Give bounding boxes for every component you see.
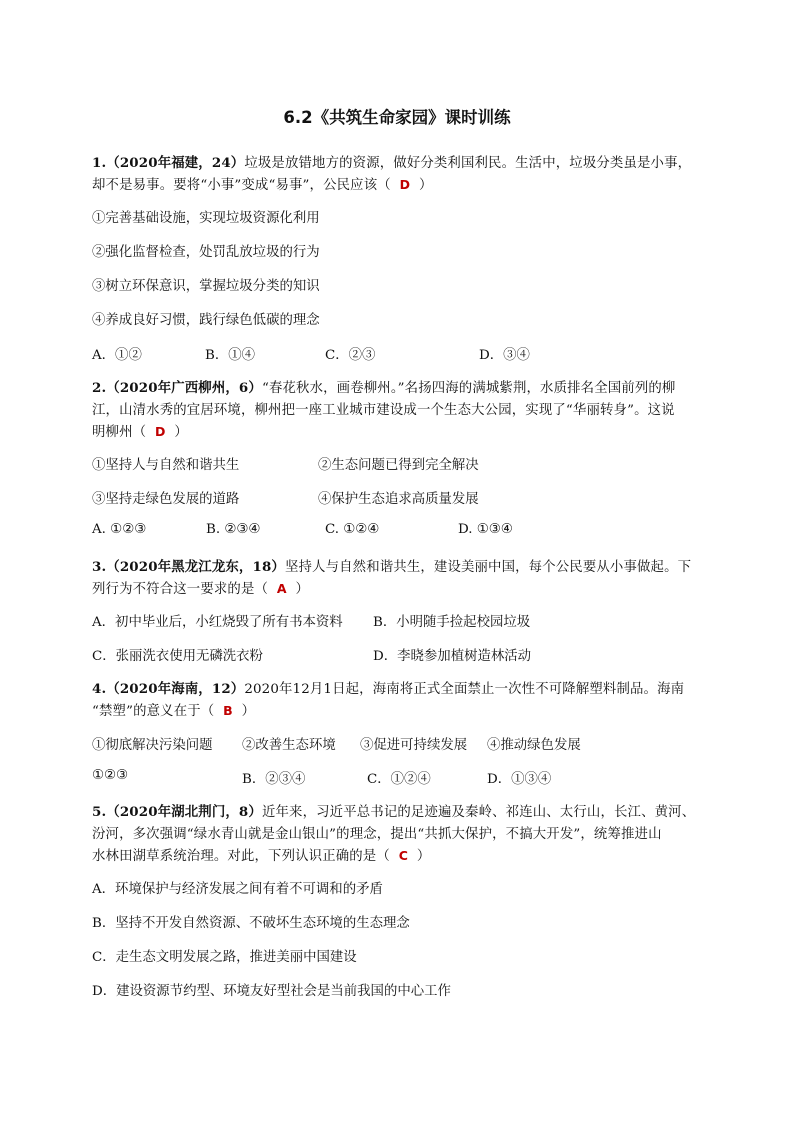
statement: ④养成良好习惯，践行绿色低碳的理念	[92, 313, 320, 328]
option-a: ①②③	[92, 768, 129, 783]
option-a: A．初中毕业后，小红烧毁了所有书本资料	[92, 615, 343, 630]
statement: ④保护生态追求高质量发展	[318, 492, 479, 507]
question-4-stem-line-1: 4.（2020年海南，12）2020年12月1日起，海南将正式全面禁止一次性不可降解塑料制品。海南	[92, 681, 685, 697]
question-2-stem-line-1: 2.（2020年广西柳州，6）“春花秋水，画卷柳州。”名扬四海的满城紫荆，水质排名全国前列的柳	[92, 380, 676, 396]
question-number: 5.	[92, 804, 107, 820]
option-a: A．①②	[92, 348, 142, 363]
option-d: D．李晓参加植树造林活动	[373, 649, 532, 664]
question-source: （2020年海南，12）	[106, 681, 245, 697]
question-number: 1.	[92, 155, 107, 171]
option-a: A．环境保护与经济发展之间有着不可调和的矛盾	[92, 882, 383, 897]
statement: ①彻底解决污染问题	[92, 738, 213, 753]
question-number: 2.	[92, 380, 107, 396]
answer-mark: A	[276, 581, 287, 596]
statement: ③树立环保意识，掌握垃圾分类的知识	[92, 279, 320, 294]
option-d: D. ①③④	[458, 522, 513, 537]
option-b: B．①④	[205, 348, 256, 363]
question-1-stem-line-2: 却不是易事。要将“小事”变成“易事”，公民应该（ D ）	[92, 177, 433, 193]
question-number: 4.	[92, 681, 107, 697]
option-d: D．③④	[479, 348, 530, 363]
statement: ②生态问题已得到完全解决	[318, 458, 479, 473]
question-source: （2020年黑龙江龙东，18）	[106, 559, 285, 575]
question-2-stem-line-3: 明柳州（ D ）	[92, 424, 188, 440]
statement: ②改善生态环境	[242, 738, 336, 753]
question-1-stem-line-1: 1.（2020年福建，24）垃圾是放错地方的资源，做好分类利国利民。生活中，垃圾分类虽是小事，	[92, 155, 692, 171]
question-number: 3.	[92, 559, 107, 575]
statement: ①坚持人与自然和谐共生	[92, 458, 240, 473]
option-c: C．①②④	[367, 772, 431, 787]
option-b: B．小明随手捡起校园垃圾	[373, 615, 531, 630]
answer-mark: B	[223, 703, 233, 718]
option-c: C．②③	[325, 348, 376, 363]
question-5-stem-line-1: 5.（2020年湖北荆门，8）近年来，习近平总书记的足迹遍及秦岭、祁连山、太行山，长江、黄河、	[92, 804, 696, 820]
option-d: D．①③④	[487, 772, 552, 787]
option-c: C. ①②④	[325, 522, 380, 537]
statement: ③坚持走绿色发展的道路	[92, 492, 240, 507]
statement: ②强化监督检查，处罚乱放垃圾的行为	[92, 245, 320, 260]
statement: ③促进可持续发展	[360, 738, 468, 753]
question-5-stem-line-3: 水林田湖草系统治理。对此，下列认识正确的是（ C ）	[92, 848, 431, 864]
question-3-stem-line-2: 列行为不符合这一要求的是（ A ）	[92, 581, 310, 597]
question-source: （2020年广西柳州，6）	[106, 380, 262, 396]
statement: ①完善基础设施，实现垃圾资源化利用	[92, 211, 320, 226]
answer-mark: D	[155, 424, 166, 439]
question-source: （2020年湖北荆门，8）	[106, 804, 262, 820]
question-2-stem-line-2: 江，山清水秀的宜居环境，柳州把一座工业城市建设成一个生态大公园，实现了“华丽转身”。这说	[92, 403, 675, 418]
question-3-stem-line-1: 3.（2020年黑龙江龙东，18）坚持人与自然和谐共生，建设美丽中国，每个公民要从小事做起。下	[92, 559, 692, 575]
question-4-stem-line-2: “禁塑”的意义在于（ B ）	[92, 703, 256, 719]
option-b: B．②③④	[242, 772, 306, 787]
answer-mark: C	[398, 848, 409, 863]
option-c: C．张丽洗衣使用无磷洗衣粉	[92, 649, 263, 664]
option-d: D．建设资源节约型、环境友好型社会是当前我国的中心工作	[92, 984, 451, 999]
answer-mark: D	[399, 177, 411, 192]
option-a: A. ①②③	[92, 522, 147, 537]
question-5-stem-line-2: 汾河，多次强调“绿水青山就是金山银山”的理念，提出“共抓大保护，不搞大开发”，统筹推进山	[92, 827, 662, 842]
page-title: 6.2《共筑生命家园》课时训练	[283, 108, 511, 127]
question-source: （2020年福建，24）	[106, 155, 245, 171]
statement: ④推动绿色发展	[487, 738, 581, 753]
option-b: B．坚持不开发自然资源、不破坏生态环境的生态理念	[92, 916, 410, 931]
option-b: B. ②③④	[206, 522, 261, 537]
option-c: C．走生态文明发展之路，推进美丽中国建设	[92, 950, 357, 965]
